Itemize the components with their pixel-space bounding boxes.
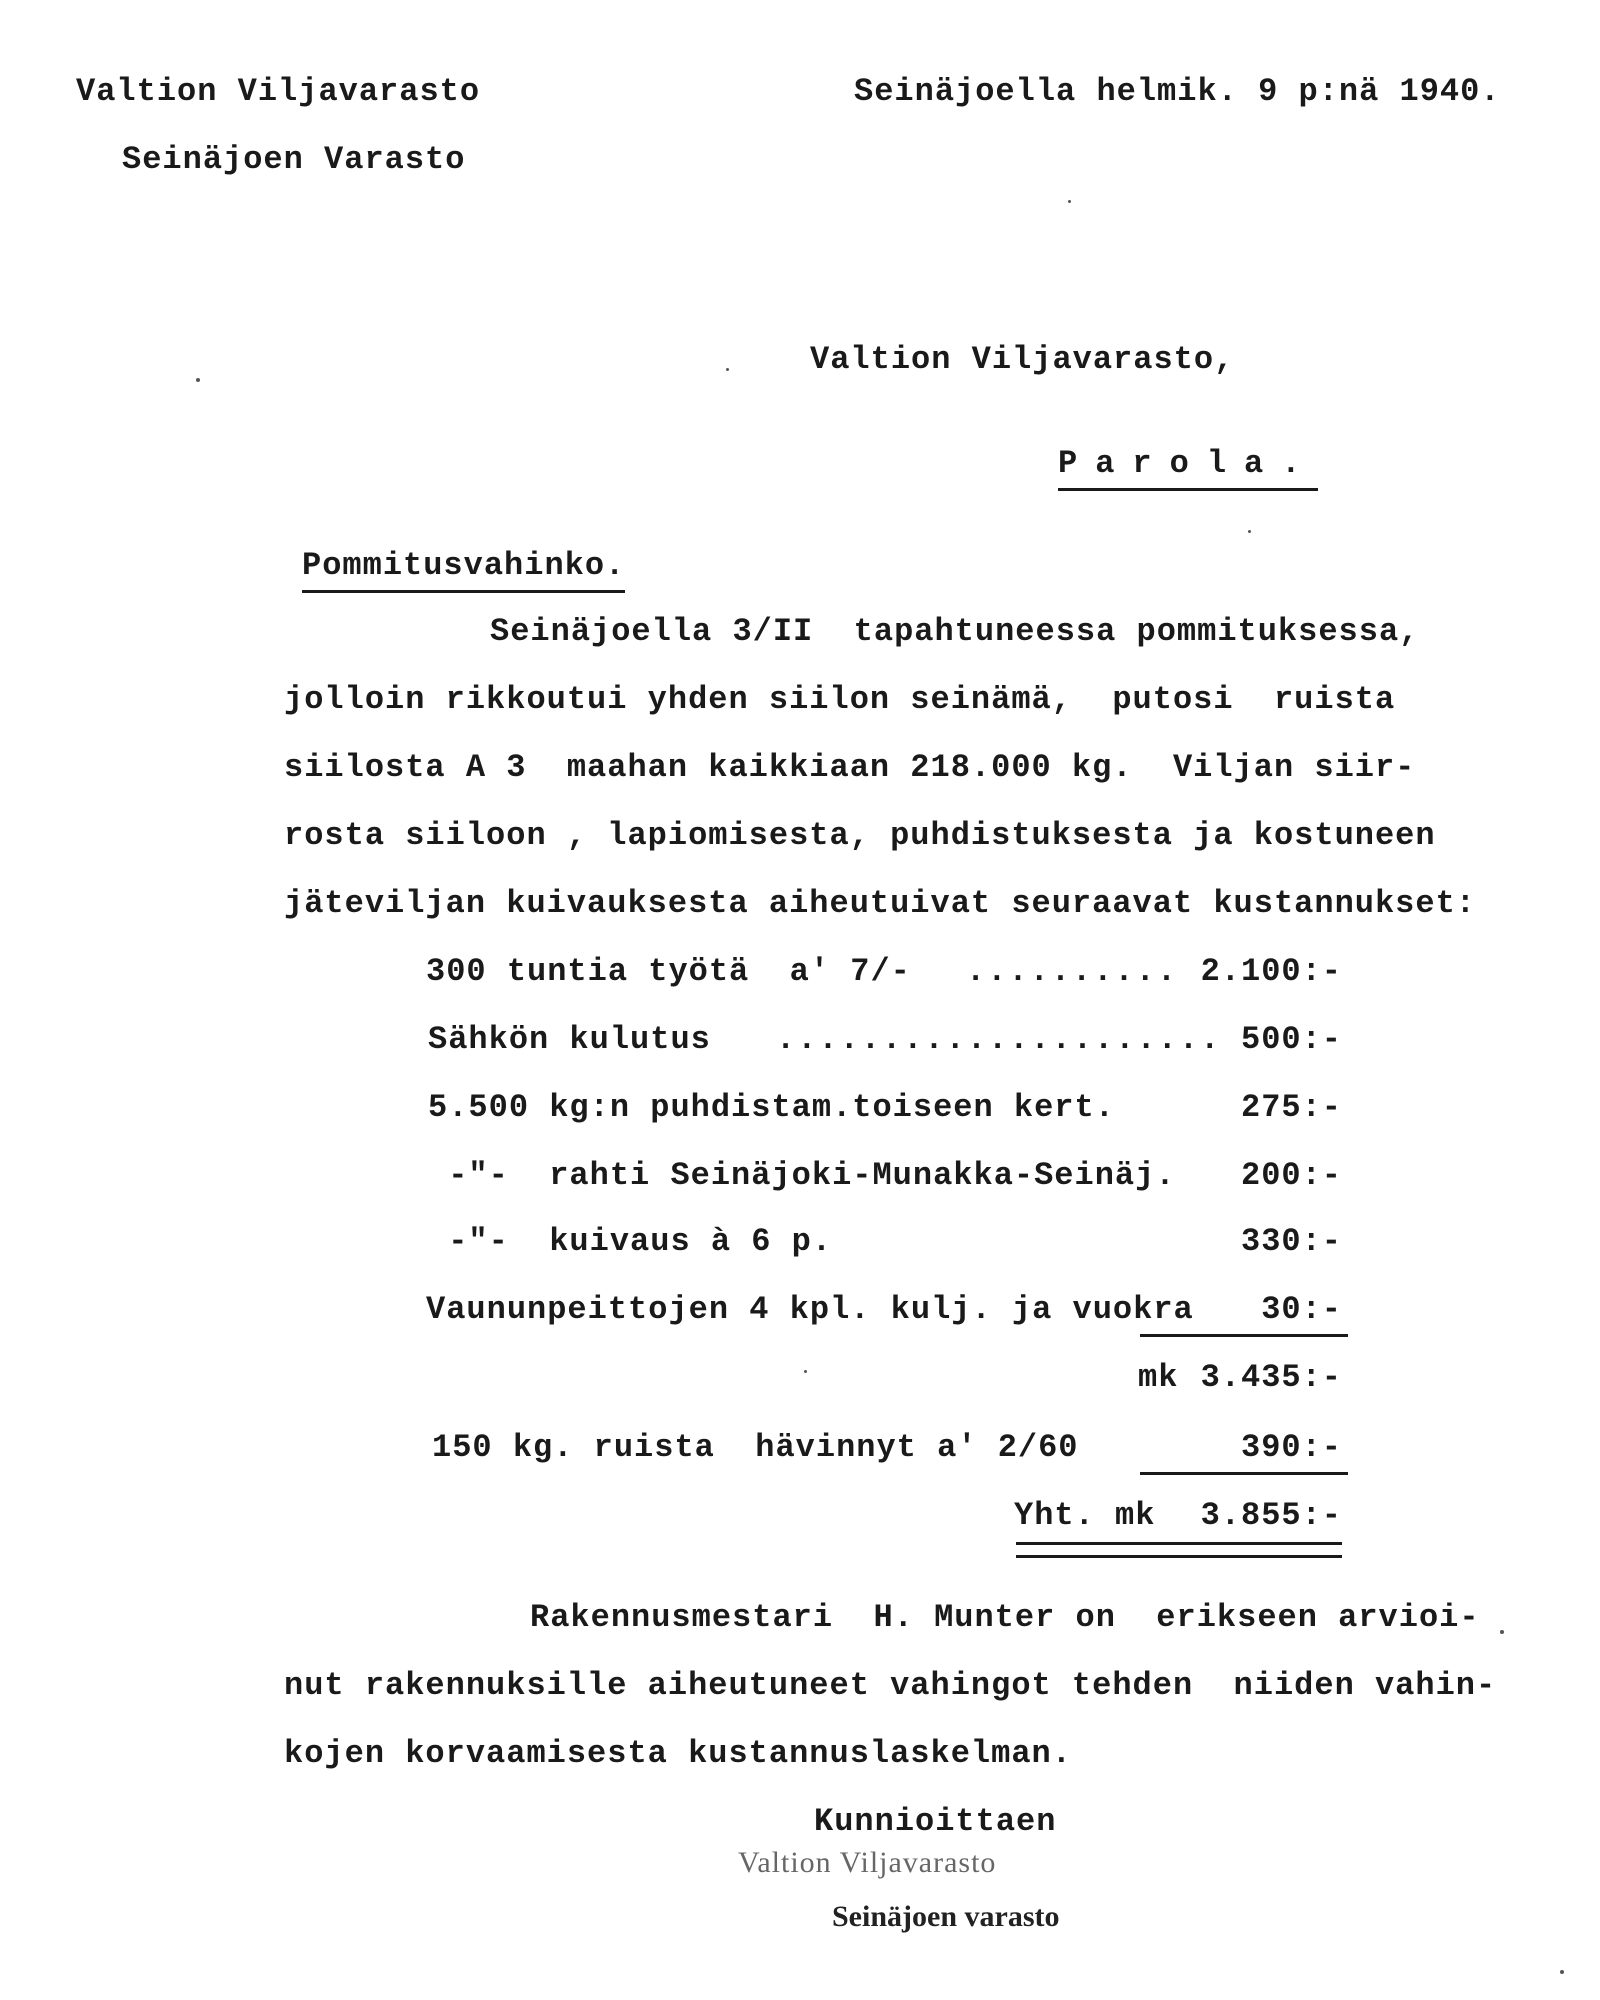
total-label: Yht. mk <box>1014 1497 1156 1534</box>
recipient-org: Valtion Viljavarasto, <box>810 341 1235 378</box>
sender-dept: Seinäjoen Varasto <box>122 141 466 178</box>
cost-dots: ..................... <box>776 1021 1222 1058</box>
scan-speck <box>726 368 729 371</box>
sender-org: Valtion Viljavarasto <box>76 73 481 110</box>
cost-label: 300 tuntia työtä a' 7/- <box>426 953 911 990</box>
intro-line: Seinäjoella 3/II tapahtuneessa pommituksessa, <box>490 613 1420 650</box>
cost-amount: 275:- <box>1240 1089 1342 1126</box>
total-double-underline <box>1016 1542 1342 1558</box>
closing-line: Rakennusmestari H. Munter on erikseen arvioi- <box>530 1599 1480 1636</box>
cost-label: -"- kuivaus à 6 p. <box>428 1223 833 1260</box>
cost-dots: .......... <box>966 953 1179 990</box>
intro-line: siilosta A 3 maahan kaikkiaan 218.000 kg. Viljan siir- <box>284 749 1416 786</box>
stamp-line-2: Seinäjoen varasto <box>832 1900 1060 1933</box>
scan-speck <box>1500 1630 1504 1634</box>
cost-label: 5.500 kg:n puhdistam.toiseen kert. <box>428 1089 1115 1126</box>
subtotal-amount: 3.435:- <box>1200 1359 1342 1396</box>
stamp-line-1: Valtion Viljavarasto <box>738 1846 997 1879</box>
subject: Pommitusvahinko. <box>302 546 625 593</box>
loss-amount: 390:- <box>1240 1429 1342 1466</box>
scan-speck <box>804 1370 807 1373</box>
intro-line: jolloin rikkoutui yhden siilon seinämä, putosi ruista <box>284 681 1396 718</box>
scan-speck <box>1068 200 1071 203</box>
intro-line: jäteviljan kuivauksesta aiheutuivat seuraavat kustannukset: <box>284 885 1476 922</box>
cost-label: Vaununpeittojen 4 kpl. kulj. ja vuokra <box>426 1291 1194 1328</box>
loss-label: 150 kg. ruista hävinnyt a' 2/60 <box>432 1429 1079 1466</box>
subtotal-currency: mk <box>1138 1359 1179 1396</box>
place-date: Seinäjoella helmik. 9 p:nä 1940. <box>854 73 1501 110</box>
intro-line: rosta siiloon , lapiomisesta, puhdistuksesta ja kostuneen <box>284 817 1436 854</box>
cost-amount: 330:- <box>1240 1223 1342 1260</box>
cost-amount: 500:- <box>1240 1021 1342 1058</box>
sum-underline <box>1140 1334 1348 1337</box>
cost-amount: 30:- <box>1261 1291 1342 1328</box>
scan-speck <box>1248 530 1251 533</box>
scan-speck <box>1560 1970 1564 1974</box>
cost-amount: 200:- <box>1240 1157 1342 1194</box>
salutation: Kunnioittaen <box>814 1803 1057 1840</box>
recipient-city: Parola. <box>1058 444 1318 491</box>
scan-speck <box>196 378 200 382</box>
cost-label: Sähkön kulutus <box>428 1021 711 1058</box>
cost-label: -"- rahti Seinäjoki-Munakka-Seinäj. <box>428 1157 1176 1194</box>
sum-underline <box>1140 1472 1348 1475</box>
cost-amount: 2.100:- <box>1200 953 1342 990</box>
closing-line: kojen korvaamisesta kustannuslaskelman. <box>284 1735 1072 1772</box>
closing-line: nut rakennuksille aiheutuneet vahingot tehden niiden vahin- <box>284 1667 1497 1704</box>
total-amount: 3.855:- <box>1200 1497 1342 1534</box>
